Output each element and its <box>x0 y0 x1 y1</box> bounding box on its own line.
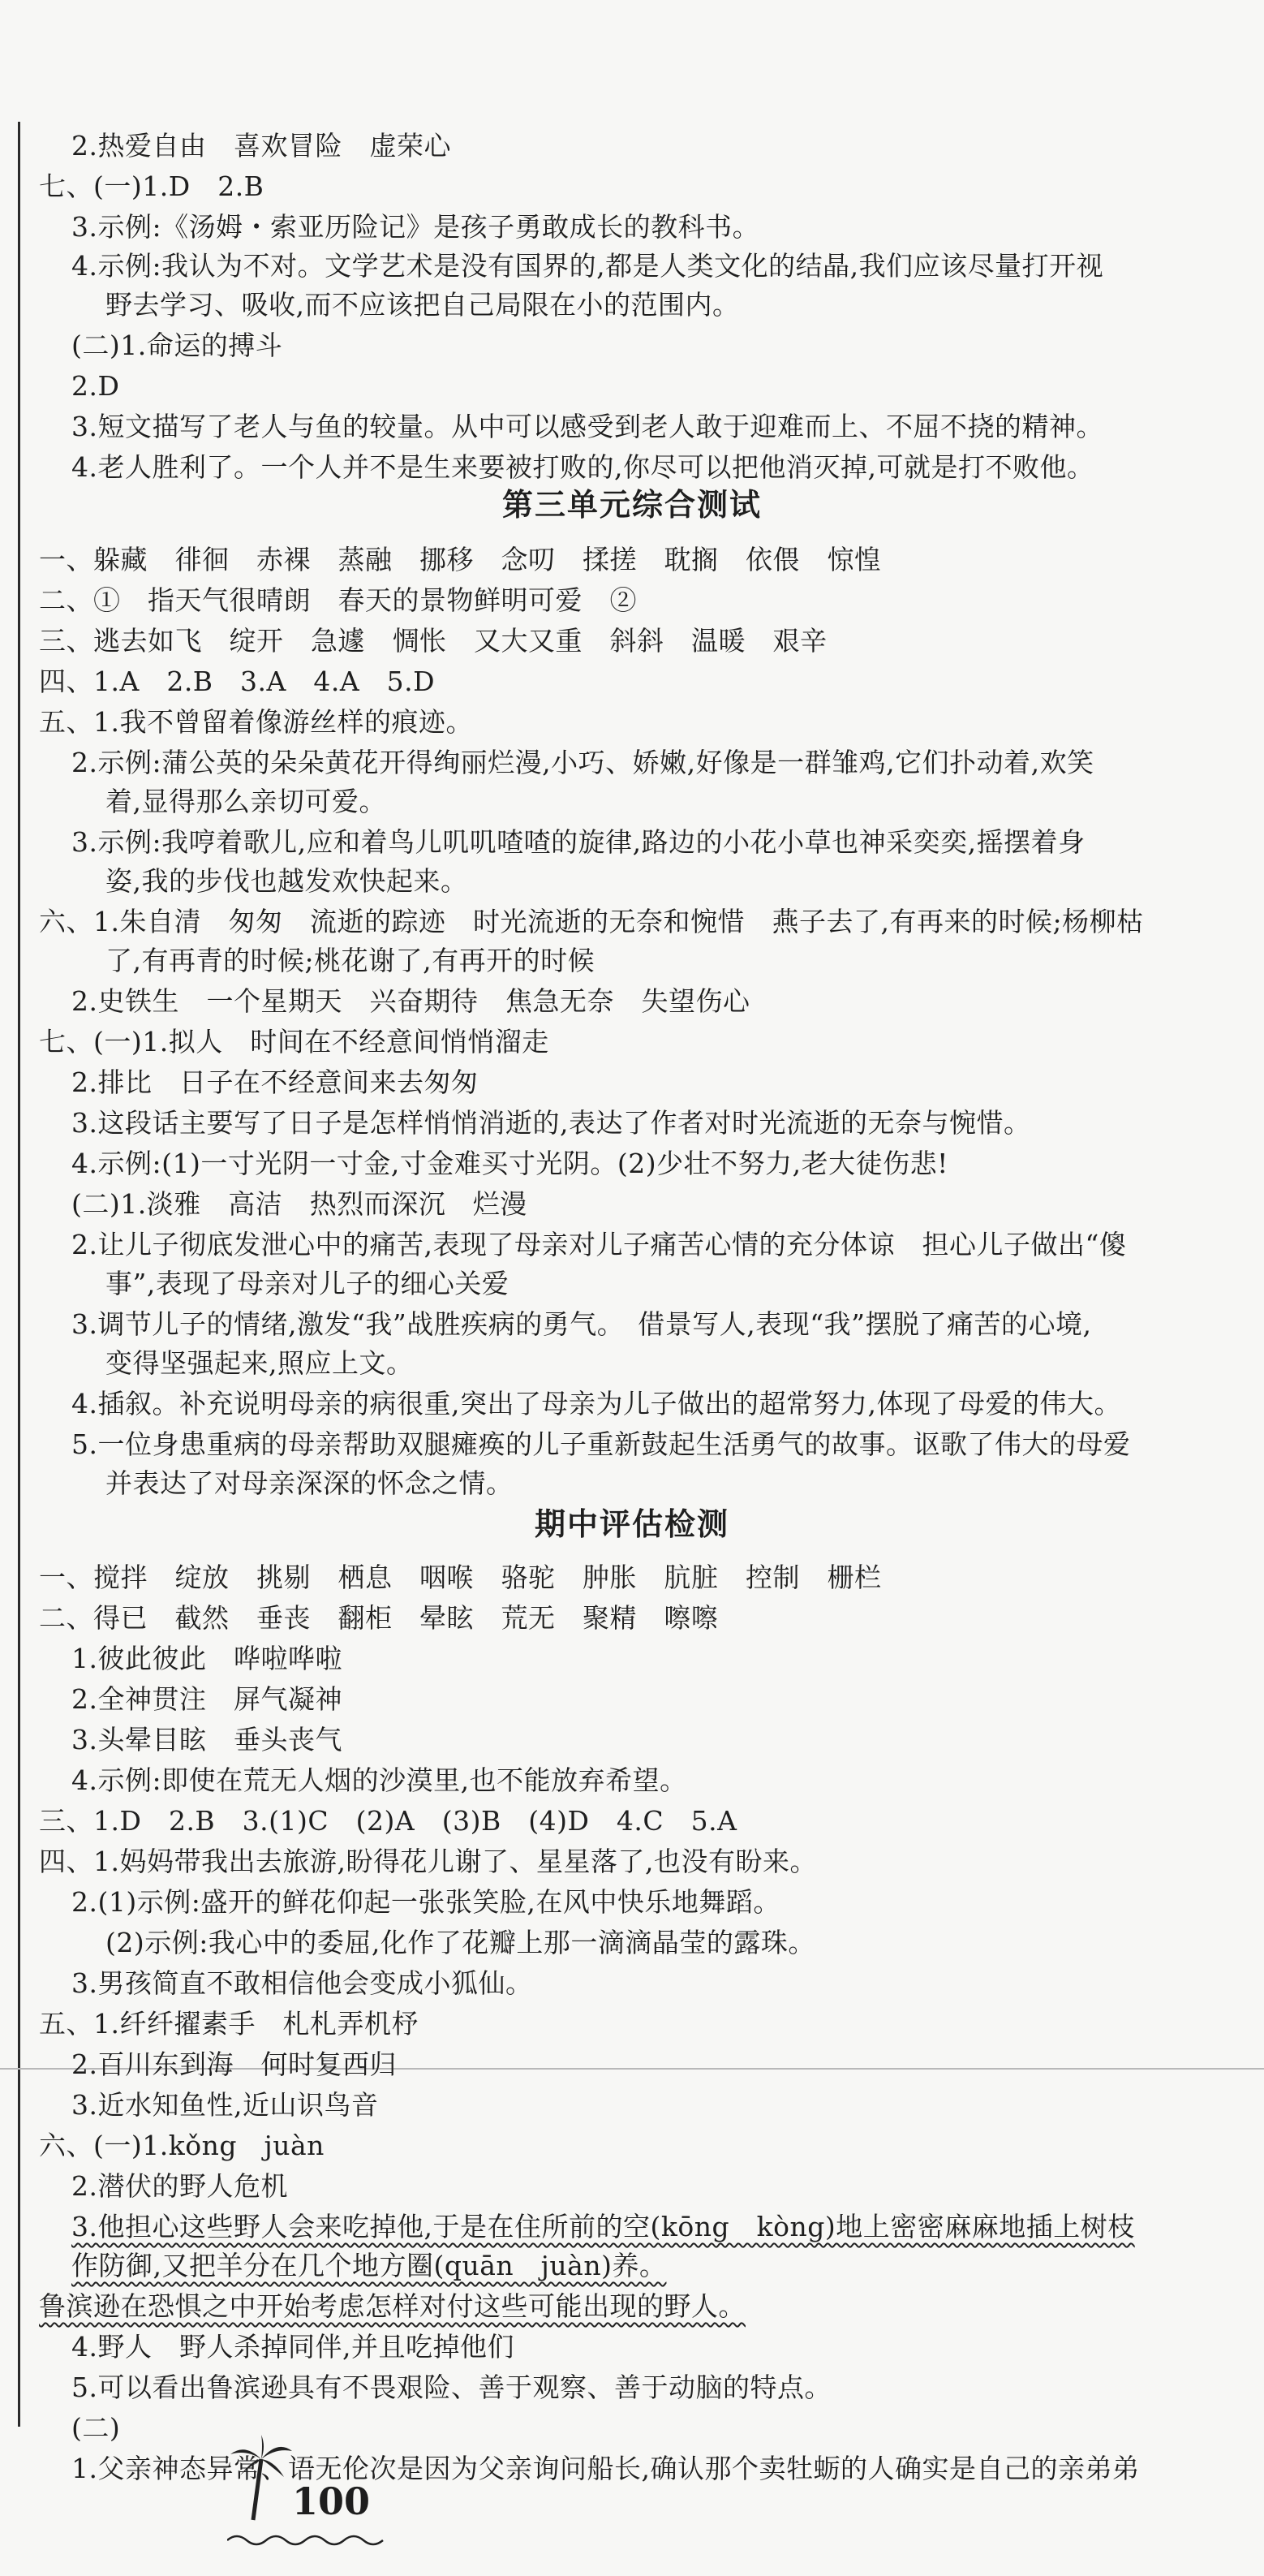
answer-line: 变得坚强起来,照应上文。 <box>105 1347 414 1379</box>
answer-line: 4.示例:即使在荒无人烟的沙漠里,也不能放弃希望。 <box>71 1764 687 1796</box>
answer-line: 姿,我的步伐也越发欢快起来。 <box>105 865 468 897</box>
answer-line: 七、(一)1.拟人 时间在不经意间悄悄溜走 <box>39 1026 549 1058</box>
answer-line: 3.短文描写了老人与鱼的较量。从中可以感受到老人敢于迎难而上、不屈不挠的精神。 <box>71 411 1103 442</box>
answer-line: 3.调节儿子的情绪,激发“我”战胜疾病的勇气。 借景写人,表现“我”摆脱了痛苦的心境, <box>71 1308 1092 1340</box>
answer-line: 3.示例:《汤姆・索亚历险记》是孩子勇敢成长的教科书。 <box>71 211 760 243</box>
answer-line: 2.示例:蒲公英的朵朵黄花开得绚丽烂漫,小巧、娇嫩,好像是一群雏鸡,它们扑动着,欢笑 <box>71 747 1094 778</box>
answer-line: 2.热爱自由 喜欢冒险 虚荣心 <box>71 130 451 162</box>
answer-line: 三、1.D 2.B 3.(1)C (2)A (3)B (4)D 4.C 5.A <box>39 1805 737 1837</box>
answer-line: 2.让儿子彻底发泄心中的痛苦,表现了母亲对儿子痛苦心情的充分体谅 担心儿子做出“傻 <box>71 1229 1127 1260</box>
answer-line: 4.示例:(1)一寸光阴一寸金,寸金难买寸光阴。(2)少壮不努力,老大徒伤悲! <box>71 1148 948 1179</box>
answer-line: 事”,表现了母亲对儿子的细心关爱 <box>105 1268 509 1299</box>
answer-line: 四、1.A 2.B 3.A 4.A 5.D <box>39 666 436 697</box>
answer-line: 3.头晕目眩 垂头丧气 <box>71 1724 342 1755</box>
answer-line: 4.插叙。补充说明母亲的病很重,突出了母亲为儿子做出的超常努力,体现了母爱的伟大。 <box>71 1388 1121 1419</box>
answer-line: 3.他担心这些野人会来吃掉他,于是在住所前的空(kōng kòng)地上密密麻麻地插上树枝 <box>71 2211 1135 2242</box>
answer-line: 六、(一)1.kǒng juàn <box>39 2130 325 2161</box>
page-number: 100 <box>292 2479 371 2523</box>
answer-line: 鲁滨逊在恐惧之中开始考虑怎样对付这些可能出现的野人。 <box>39 2290 746 2322</box>
answer-line: 着,显得那么亲切可爱。 <box>105 786 386 817</box>
answer-line: 二、① 指天气很晴朗 春天的景物鲜明可爱 ② <box>39 584 637 616</box>
answer-line: 六、1.朱自清 匆匆 流逝的踪迹 时光流逝的无奈和惋惜 燕子去了,有再来的时候;杨柳枯 <box>39 906 1144 937</box>
answer-line: 2.全神贯注 屏气凝神 <box>71 1683 342 1715</box>
answer-line: 三、逃去如飞 绽开 急遽 惆怅 又大又重 斜斜 温暖 艰辛 <box>39 625 828 657</box>
answer-line: 作防御,又把羊分在几个地方圈(quān juàn)养。 <box>71 2250 667 2281</box>
answer-line: 4.老人胜利了。一个人并不是生来要被打败的,你尽可以把他消灭掉,可就是打不败他。 <box>71 451 1094 483</box>
answer-line: 2.百川东到海 何时复西归 <box>71 2048 397 2080</box>
answer-line: 2.潜伏的野人危机 <box>71 2170 288 2202</box>
answer-line: 1.父亲神态异常、语无伦次是因为父亲询问船长,确认那个卖牡蛎的人确实是自己的亲弟弟 <box>71 2453 1140 2484</box>
answer-line: (二)1.命运的搏斗 <box>71 330 283 361</box>
palm-tree-icon <box>229 2435 294 2524</box>
answer-line: (二) <box>71 2412 121 2444</box>
answer-line: 二、得已 截然 垂丧 翻柜 晕眩 荒无 聚精 嚓嚓 <box>39 1602 719 1634</box>
answer-line: 3.这段话主要写了日子是怎样悄悄消逝的,表达了作者对时光流逝的无奈与惋惜。 <box>71 1107 1031 1139</box>
answer-line: 5.一位身患重病的母亲帮助双腿瘫痪的儿子重新鼓起生活勇气的故事。讴歌了伟大的母爱 <box>71 1428 1131 1460</box>
left-margin-rule <box>18 122 20 2427</box>
section-heading: 期中评估检测 <box>534 1506 729 1542</box>
answer-line: 3.示例:我哼着歌儿,应和着鸟儿叽叽喳喳的旋律,路边的小花小草也神采奕奕,摇摆着身 <box>71 826 1086 858</box>
answer-line: 4.示例:我认为不对。文学艺术是没有国界的,都是人类文化的结晶,我们应该尽量打开视 <box>71 250 1104 282</box>
answer-line: 七、(一)1.D 2.B <box>39 170 264 202</box>
answer-line: 五、1.我不曾留着像游丝样的痕迹。 <box>39 706 473 738</box>
answer-line: (二)1.淡雅 高洁 热烈而深沉 烂漫 <box>71 1188 527 1220</box>
answer-line: 四、1.妈妈带我出去旅游,盼得花儿谢了、星星落了,也没有盼来。 <box>39 1846 817 1877</box>
wave-decoration-icon <box>227 2531 389 2550</box>
answer-line: 5.可以看出鲁滨逊具有不畏艰险、善于观察、善于动脑的特点。 <box>71 2371 832 2403</box>
answer-line: 3.男孩简直不敢相信他会变成小狐仙。 <box>71 1967 533 1999</box>
answer-line: 野去学习、吸收,而不应该把自己局限在小的范围内。 <box>105 289 740 321</box>
answer-line: 一、搅拌 绽放 挑剔 栖息 咽喉 骆驼 肿胀 肮脏 控制 栅栏 <box>39 1562 882 1593</box>
answer-line: (2)示例:我心中的委屈,化作了花瓣上那一滴滴晶莹的露珠。 <box>105 1927 815 1958</box>
answer-line: 3.近水知鱼性,近山识鸟音 <box>71 2089 379 2121</box>
answer-line: 2.排比 日子在不经意间来去匆匆 <box>71 1066 479 1098</box>
answer-line: 4.野人 野人杀掉同伴,并且吃掉他们 <box>71 2331 514 2363</box>
answer-line: 2.史铁生 一个星期天 兴奋期待 焦急无奈 失望伤心 <box>71 985 750 1017</box>
answer-line: 了,有再青的时候;桃花谢了,有再开的时候 <box>105 945 595 976</box>
answer-line: 一、躲藏 徘徊 赤裸 蒸融 挪移 念叨 揉搓 耽搁 依偎 惊惶 <box>39 544 882 575</box>
answer-line: 2.D <box>71 370 120 402</box>
answer-line: 并表达了对母亲深深的怀念之情。 <box>105 1467 514 1499</box>
section-heading: 第三单元综合测试 <box>501 487 762 523</box>
answer-line: 五、1.纤纤擢素手 札札弄机杼 <box>39 2008 419 2040</box>
answer-line: 1.彼此彼此 哗啦哗啦 <box>71 1643 342 1674</box>
answer-line: 2.(1)示例:盛开的鲜花仰起一张张笑脸,在风中快乐地舞蹈。 <box>71 1886 780 1918</box>
